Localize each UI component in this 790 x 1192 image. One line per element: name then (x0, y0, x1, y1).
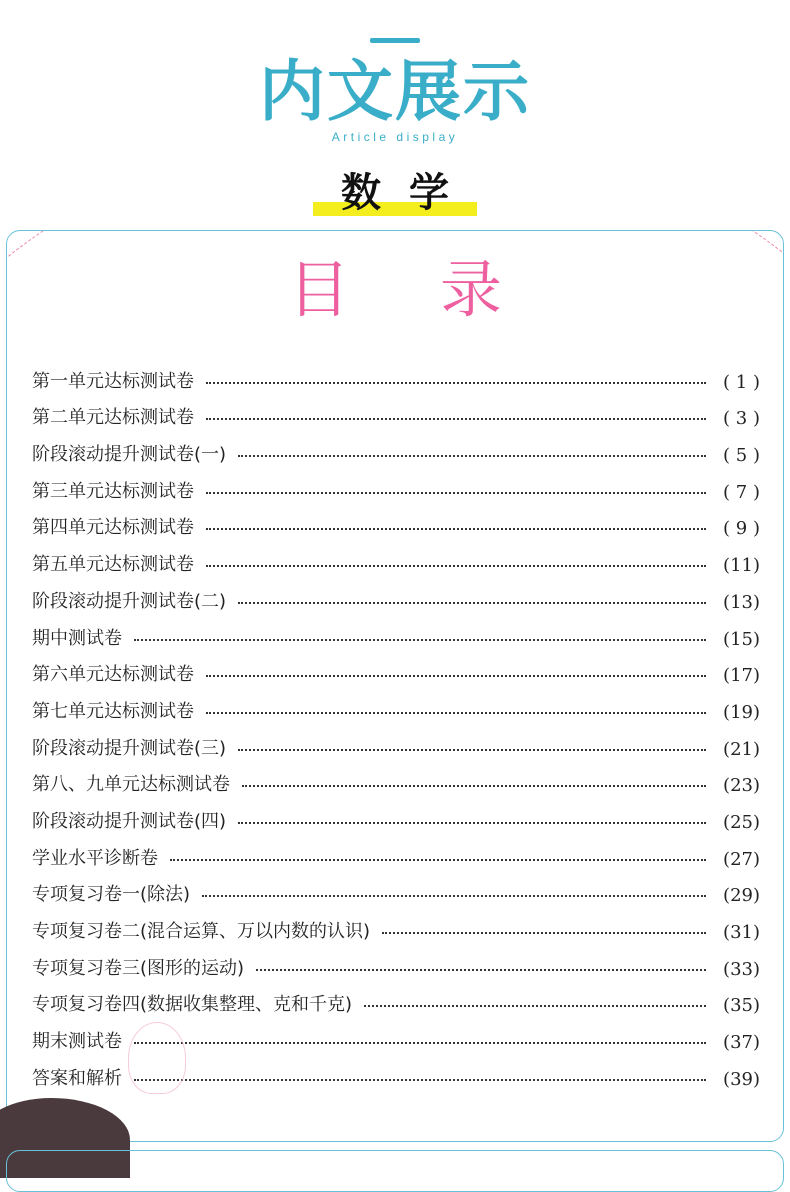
toc-item-label: 第七单元达标测试卷 (32, 700, 194, 722)
toc-leader-dots (206, 565, 706, 567)
toc-leader-dots (364, 1005, 706, 1007)
toc-item-page: (33) (723, 958, 760, 980)
toc-item-page: (31) (723, 922, 760, 943)
toc-item[interactable] (32, 796, 760, 833)
toc-item[interactable] (32, 980, 760, 1017)
toc-item-label: 第四单元达标测试卷 (32, 517, 194, 539)
toc-item[interactable] (32, 870, 760, 907)
toc-item-label: 阶段滚动提升测试卷(一) (32, 444, 227, 466)
toc-item-label: 阶段滚动提升测试卷(四) (32, 810, 227, 832)
toc-leader-dots (206, 528, 706, 530)
toc-item[interactable] (32, 833, 760, 870)
toc-item-page: (37) (723, 1032, 760, 1054)
toc-item-label: 专项复习卷一(除法) (32, 884, 191, 906)
subject-heading: 数学 (313, 168, 477, 218)
subject-heading-wrap (0, 168, 790, 218)
toc-item-label: 专项复习卷四(数据收集整理、克和千克) (32, 994, 353, 1016)
toc-item[interactable] (32, 466, 760, 503)
toc-item-page: ( 1 ) (723, 371, 760, 393)
toc-title: 目录 (287, 253, 592, 326)
toc-item-label: 专项复习卷二(混合运算、万以内数的认识) (32, 921, 371, 942)
toc-item[interactable] (32, 686, 760, 723)
toc-item[interactable] (32, 906, 760, 943)
toc-item-label: 第五单元达标测试卷 (32, 554, 194, 576)
toc-item-page: (21) (723, 738, 760, 760)
toc-item-page: (29) (723, 885, 760, 907)
toc-item[interactable] (32, 943, 760, 980)
toc-item-page: (11) (723, 555, 760, 577)
toc-leader-dots (206, 492, 706, 494)
toc-leader-dots (238, 749, 706, 751)
toc-item-page: (19) (723, 701, 760, 723)
toc-item[interactable] (32, 393, 760, 430)
toc-item[interactable] (32, 356, 760, 393)
toc-item-label: 专项复习卷三(图形的运动) (32, 957, 245, 979)
toc-item-page: ( 7 ) (723, 481, 760, 503)
toc-leader-dots (134, 639, 706, 641)
toc-item-page: (17) (723, 665, 760, 687)
toc-item[interactable] (32, 576, 760, 613)
toc-leader-dots (206, 712, 706, 714)
toc-item-label: 答案和解析 (32, 1067, 122, 1089)
page-subtitle: Article display (331, 130, 459, 144)
next-panel-edge (6, 1150, 784, 1192)
toc-item-page: ( 9 ) (723, 518, 760, 540)
toc-item[interactable] (32, 760, 760, 797)
toc-leader-dots (238, 602, 706, 604)
toc-item[interactable] (32, 503, 760, 540)
toc-leader-dots (256, 969, 706, 971)
toc-item-page: (25) (723, 811, 760, 833)
toc-leader-dots (238, 455, 706, 457)
toc-item-page: (23) (723, 775, 760, 797)
toc-item[interactable] (32, 429, 760, 466)
toc-item-label: 阶段滚动提升测试卷(二) (32, 590, 227, 612)
title-accent-bar (370, 38, 420, 43)
toc-item-label: 阶段滚动提升测试卷(三) (32, 737, 227, 759)
toc-item-label: 第二单元达标测试卷 (32, 407, 194, 429)
toc-item-page: (27) (723, 848, 760, 870)
toc-item-label: 第三单元达标测试卷 (32, 480, 194, 502)
toc-item-page: (39) (723, 1068, 760, 1090)
toc-leader-dots (170, 859, 706, 861)
toc-item-label: 期中测试卷 (32, 627, 122, 649)
table-of-contents (32, 356, 760, 1090)
toc-item-page: ( 3 ) (723, 408, 760, 430)
toc-leader-dots (206, 382, 706, 384)
toc-leader-dots (382, 932, 706, 934)
page-title: 内文展示 (259, 53, 531, 130)
toc-item[interactable] (32, 539, 760, 576)
toc-leader-dots (134, 1079, 706, 1081)
toc-item-page: (15) (723, 628, 760, 650)
toc-leader-dots (134, 1042, 706, 1044)
toc-item-page: (35) (723, 995, 760, 1017)
toc-item-label: 第六单元达标测试卷 (32, 664, 194, 686)
toc-item-label: 学业水平诊断卷 (32, 847, 158, 869)
toc-item-label: 第八、九单元达标测试卷 (32, 774, 230, 796)
toc-leader-dots (238, 822, 706, 824)
toc-item-page: ( 5 ) (723, 445, 760, 467)
toc-item-label: 期末测试卷 (32, 1031, 122, 1053)
toc-leader-dots (202, 895, 706, 897)
toc-item[interactable] (32, 650, 760, 687)
toc-leader-dots (206, 675, 706, 677)
toc-item-page: (13) (723, 591, 760, 613)
lightbulb-decoration-icon (128, 1022, 186, 1094)
toc-item[interactable] (32, 613, 760, 650)
toc-item[interactable] (32, 723, 760, 760)
toc-leader-dots (242, 785, 706, 787)
toc-leader-dots (206, 418, 706, 420)
toc-item-label: 第一单元达标测试卷 (32, 370, 194, 392)
